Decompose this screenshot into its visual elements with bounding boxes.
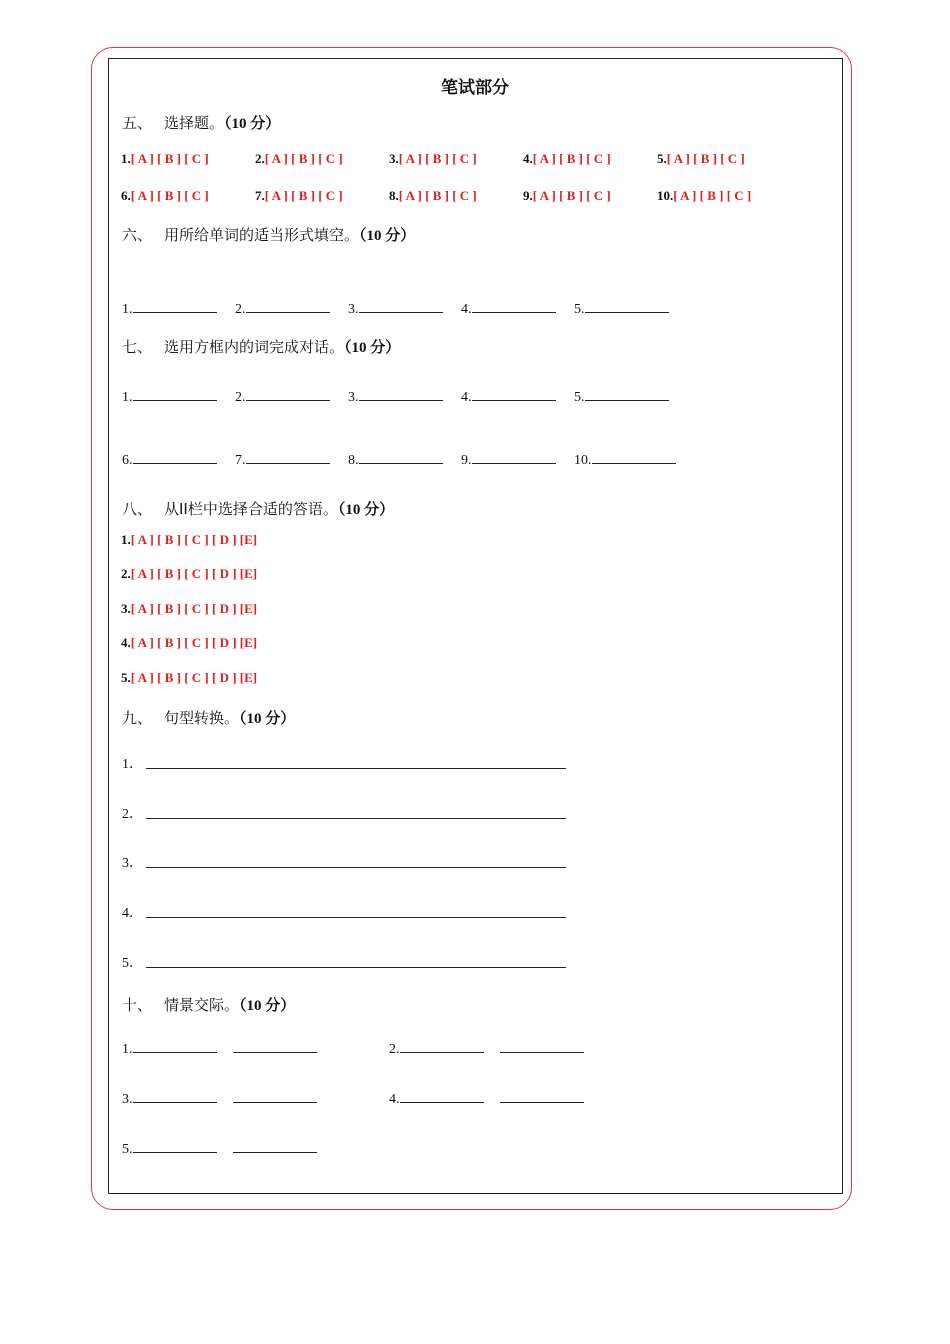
section-number: 八、	[122, 500, 153, 518]
section-5-heading	[122, 112, 280, 133]
dialogue-blank[interactable]: 10.	[574, 451, 676, 469]
match-row[interactable]: 3.[ A ] [ B ] [ C ] [ D ] [E]	[121, 601, 258, 616]
situational-blank[interactable]: 1.	[122, 1040, 317, 1058]
section-points: （10 分）	[239, 998, 296, 1014]
dialogue-blank[interactable]: 9.	[461, 451, 556, 469]
choice-row[interactable]: 8.[ A ] [ B ] [ C ]	[389, 188, 477, 203]
transform-answer-line[interactable]	[146, 768, 566, 769]
dialogue-blank[interactable]: 6.	[122, 451, 217, 469]
section-points: （10 分）	[344, 340, 401, 356]
fill-blank[interactable]: 1.	[122, 300, 217, 318]
choice-row[interactable]: 1.[ A ] [ B ] [ C ]	[121, 151, 209, 166]
section-text: 句型转换。	[164, 709, 240, 727]
fill-blank[interactable]: 2.	[235, 300, 330, 318]
dialogue-blank[interactable]: 1.	[122, 388, 217, 406]
transform-label: 4．	[122, 906, 143, 921]
transform-answer-line[interactable]	[146, 818, 566, 819]
dialogue-blank[interactable]: 3.	[348, 388, 443, 406]
section-points: （10 分）	[224, 116, 281, 132]
section-points: （10 分）	[239, 711, 296, 727]
section-number: 十、	[122, 996, 153, 1014]
section-text: 从II栏中选择合适的答语。	[164, 500, 338, 518]
situational-blank[interactable]: 4.	[389, 1090, 584, 1108]
section-number: 五、	[122, 114, 153, 132]
section-text: 选用方框内的词完成对话。	[164, 338, 345, 356]
transform-label: 5．	[122, 956, 143, 971]
situational-blank[interactable]: 3.	[122, 1090, 317, 1108]
dialogue-blank[interactable]: 7.	[235, 451, 330, 469]
transform-label: 3．	[122, 856, 143, 871]
section-points: （10 分）	[359, 228, 416, 244]
fill-blank[interactable]: 5.	[574, 300, 669, 318]
section-9-heading	[122, 707, 295, 728]
fill-blank[interactable]: 3.	[348, 300, 443, 318]
section-number: 七、	[122, 338, 153, 356]
choice-row[interactable]: 5.[ A ] [ B ] [ C ]	[657, 151, 745, 166]
section-10-heading	[122, 994, 295, 1015]
section-text: 情景交际。	[164, 996, 240, 1014]
transform-answer-line[interactable]	[146, 867, 566, 868]
fill-blank[interactable]: 4.	[461, 300, 556, 318]
match-row[interactable]: 1.[ A ] [ B ] [ C ] [ D ] [E]	[121, 532, 258, 547]
section-text: 用所给单词的适当形式填空。	[164, 226, 360, 244]
section-7-heading	[122, 336, 400, 357]
dialogue-blank[interactable]: 2.	[235, 388, 330, 406]
page-title: 笔试部分	[441, 78, 509, 98]
choice-row[interactable]: 4.[ A ] [ B ] [ C ]	[523, 151, 611, 166]
dialogue-blank[interactable]: 4.	[461, 388, 556, 406]
transform-label: 1．	[122, 757, 143, 772]
section-6-heading	[122, 224, 415, 245]
choice-row[interactable]: 6.[ A ] [ B ] [ C ]	[121, 188, 209, 203]
section-number: 六、	[122, 226, 153, 244]
section-number: 九、	[122, 709, 153, 727]
choice-row[interactable]: 2.[ A ] [ B ] [ C ]	[255, 151, 343, 166]
transform-answer-line[interactable]	[146, 967, 566, 968]
transform-answer-line[interactable]	[146, 917, 566, 918]
choice-row[interactable]: 3.[ A ] [ B ] [ C ]	[389, 151, 477, 166]
section-points: （10 分）	[337, 502, 395, 518]
match-row[interactable]: 4.[ A ] [ B ] [ C ] [ D ] [E]	[121, 635, 258, 650]
section-8-heading	[122, 498, 394, 519]
match-row[interactable]: 2.[ A ] [ B ] [ C ] [ D ] [E]	[121, 566, 258, 581]
choice-row[interactable]: 9.[ A ] [ B ] [ C ]	[523, 188, 611, 203]
dialogue-blank[interactable]: 5.	[574, 388, 669, 406]
transform-label: 2．	[122, 807, 143, 822]
situational-blank[interactable]: 5.	[122, 1140, 317, 1158]
dialogue-blank[interactable]: 8.	[348, 451, 443, 469]
choice-row[interactable]: 10.[ A ] [ B ] [ C ]	[657, 188, 752, 203]
choice-row[interactable]: 7.[ A ] [ B ] [ C ]	[255, 188, 343, 203]
section-text: 选择题。	[164, 114, 225, 132]
situational-blank[interactable]: 2.	[389, 1040, 584, 1058]
match-row[interactable]: 5.[ A ] [ B ] [ C ] [ D ] [E]	[121, 670, 258, 685]
